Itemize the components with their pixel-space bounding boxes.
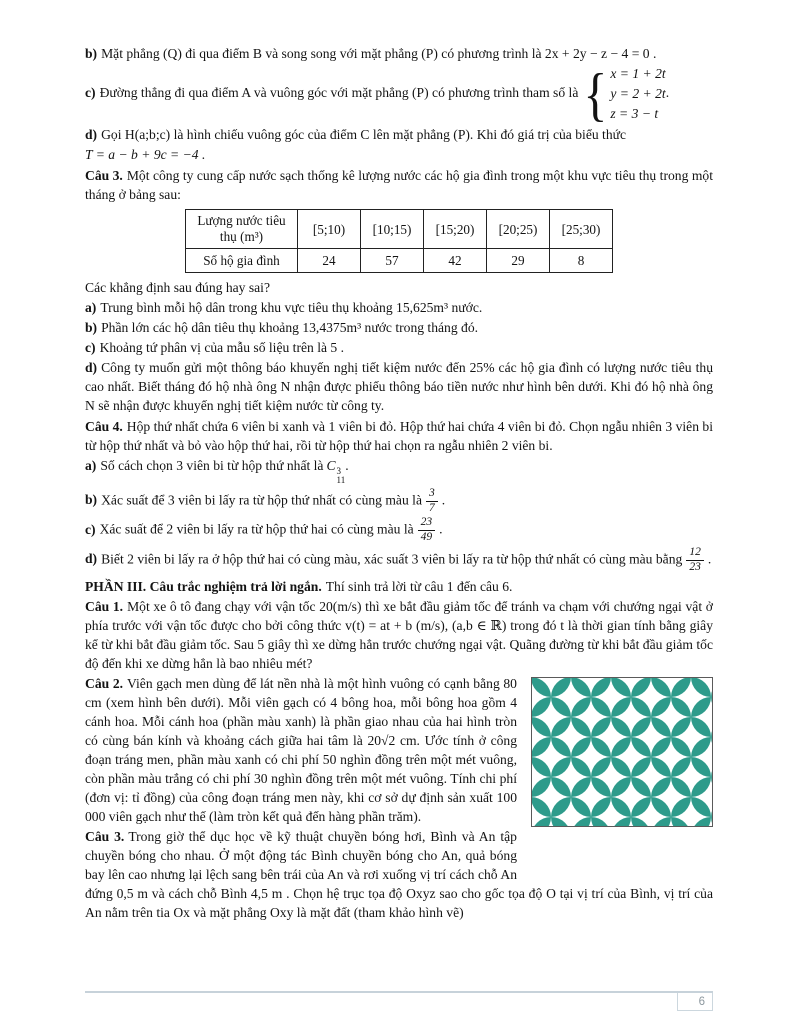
table-cell-interval-4: [20;25) xyxy=(487,210,550,249)
fraction-numerator: 12 xyxy=(686,546,704,561)
statement-d-text: Gọi H(a;b;c) là hình chiếu vuông góc của điểm C lên mặt phẳng (P). Khi đó giá trị của biểu thức xyxy=(101,127,627,142)
water-usage-table xyxy=(185,209,613,273)
table-cell-count-1: 24 xyxy=(298,249,361,273)
table-header-households: Số hộ gia đình xyxy=(186,249,298,273)
question-4-label: Câu 4. xyxy=(85,419,123,434)
fraction-denominator: 49 xyxy=(420,531,433,544)
fraction-23-49 xyxy=(418,516,436,545)
left-brace: { xyxy=(583,60,608,128)
fraction-12-23 xyxy=(686,546,704,575)
question-4-b-label: b) xyxy=(85,492,98,508)
combination-superscript: 3 xyxy=(336,466,342,476)
question-4-d-period: . xyxy=(707,551,712,567)
parametric-equation-system xyxy=(583,60,666,128)
question-4-d-label: d) xyxy=(85,551,98,567)
part3-question-3-label: Câu 3. xyxy=(85,828,125,844)
question-3-b xyxy=(85,318,713,337)
part-3-heading xyxy=(85,577,713,596)
fraction-numerator: 23 xyxy=(418,516,436,531)
part-3-heading-bold: PHẦN III. Câu trắc nghiệm trả lời ngắn. xyxy=(85,578,322,594)
table-cell-interval-5: [25;30) xyxy=(550,210,613,249)
part3-question-1-text: Một xe ô tô đang chạy với vận tốc 20(m/s) thì xe bắt đầu giảm tốc để tránh va chạm với chướng ngại vật ở phía trước với vận tốc được cho bởi công thức v(t) = at + b (m/s), (a,b ∈ ℝ) trong đó t là thời gian tính bằng giây kể từ khi bắt đầu giảm tốc. Sau 5 giây thì xe dừng hẳn trước chướng ngại vật. Quãng đường từ khi bắt đầu giảm tốc độ đến khi xe dừng hẳn là bao nhiêu mét? xyxy=(85,598,713,671)
statement-d xyxy=(85,125,713,144)
formula-T: T = a − b + 9c = −4 . xyxy=(85,147,206,162)
question-3-a xyxy=(85,298,713,317)
table-cell-interval-3: [15;20) xyxy=(424,210,487,249)
table-cell-count-3: 42 xyxy=(424,249,487,273)
statement-c xyxy=(85,60,713,128)
part3-question-2-block xyxy=(85,674,713,922)
part3-question-3 xyxy=(85,827,713,922)
statement-b-text: Mặt phẳng (Q) đi qua điểm B và song song với mặt phẳng (P) có phương trình là 2x + 2y − z − 4 = 0 . xyxy=(101,46,657,61)
statement-c-label: c) xyxy=(85,85,96,101)
fraction-3-7 xyxy=(426,487,438,516)
question-3-d xyxy=(85,358,713,415)
tile-pattern-svg xyxy=(531,677,713,827)
fraction-denominator: 23 xyxy=(689,560,701,573)
question-4-d xyxy=(85,546,713,575)
combination-subscript: 11 xyxy=(336,475,346,486)
part3-question-3-text: Trong giờ thể dục học về kỹ thuật chuyền bóng hơi, Bình và An tập chuyền bóng cho nhau. Ở một động tác Bình chuyền bóng cho An, quả bóng bay lên cao nhưng lại lệch sang bên trái của An và rơi xuống vị trí cách chỗ An đứng 0,5 m và cách chỗ Bình 4,5 m . Chọn hệ trục tọa độ Oxyz sao cho gốc tọa độ O tại vị trí của Bình, vị trí của An nằm trên tia Ox và mặt phẳng Oxy là mặt đất (tham khảo hình vẽ) xyxy=(85,828,713,920)
question-4-text: Hộp thứ nhất chứa 6 viên bi xanh và 1 viên bi đỏ. Hộp thứ hai chứa 4 viên bi đỏ. Chọn ngẫu nhiên 3 viên bi từ hộp thứ nhất và bỏ vào hộp thứ hai, rồi từ hộp thứ hai chọn ra ngẫu nhiên 2 viên bi. xyxy=(85,419,713,453)
equation-stack xyxy=(610,64,665,124)
question-4-c-text: Xác suất để 2 viên bi lấy ra từ hộp thứ hai có cùng màu là xyxy=(99,521,414,537)
statement-d-label: d) xyxy=(85,127,98,142)
question-4-c-period: . xyxy=(439,521,443,537)
question-3-c xyxy=(85,338,713,357)
fraction-numerator: 3 xyxy=(426,487,438,502)
table-cell-count-5: 8 xyxy=(550,249,613,273)
statement-c-period: . xyxy=(665,85,670,101)
table-header-consumption: Lượng nước tiêu thụ (m³) xyxy=(186,210,298,249)
question-4-c-label: c) xyxy=(85,521,96,537)
part3-question-1 xyxy=(85,597,713,673)
question-3-intro xyxy=(85,166,713,204)
question-4-b-text: Xác suất để 3 viên bi lấy ra từ hộp thứ nhất có cùng màu là xyxy=(101,492,422,508)
footer-divider xyxy=(85,991,713,993)
statement-c-text: Đường thẳng đi qua điểm A và vuông góc với mặt phẳng (P) có phương trình tham số là xyxy=(99,85,579,101)
question-3-c-label: c) xyxy=(85,340,96,355)
table-cell-count-4: 29 xyxy=(487,249,550,273)
equation-x: x = 1 + 2t xyxy=(610,66,666,81)
question-3-c-text: Khoảng tứ phân vị của mẫu số liệu trên là 5 . xyxy=(99,340,345,355)
part3-question-1-label: Câu 1. xyxy=(85,598,124,614)
statement-b xyxy=(85,44,713,63)
question-4-b xyxy=(85,487,713,516)
question-3-b-label: b) xyxy=(85,320,98,335)
question-4-b-period: . xyxy=(441,492,446,508)
exam-content xyxy=(85,44,713,923)
question-4-a-text: Số cách chọn 3 viên bi từ hộp thứ nhất là xyxy=(100,458,324,473)
fraction-denominator: 7 xyxy=(428,501,435,514)
question-4-a-period: . xyxy=(345,458,349,473)
tile-fill xyxy=(532,678,712,826)
question-4-c xyxy=(85,516,713,545)
statement-d-formula xyxy=(85,145,713,164)
part3-question-2-label: Câu 2. xyxy=(85,675,124,691)
question-4-d-text: Biết 2 viên bi lấy ra ở hộp thứ hai có cùng màu, xác suất 3 viên bi lấy ra từ hộp thứ nhất có cùng màu bằng xyxy=(101,551,683,567)
table-cell-count-2: 57 xyxy=(361,249,424,273)
statement-b-label: b) xyxy=(85,46,98,61)
table-cell-interval-2: [10;15) xyxy=(361,210,424,249)
page-number: 6 xyxy=(677,993,713,1011)
combination-indices xyxy=(337,467,346,486)
question-3-d-text: Công ty muốn gửi một thông báo khuyến nghị tiết kiệm nước đến 25% các hộ gia đình có lượng nước tiêu thụ cao nhất. Biết tháng đó hộ nhà ông N nhận được phiếu thông báo tiền nước như hình bên dưới. Khi đó hộ nhà ông N sẽ nhận được khuyến nghị tiết kiệm nước từ công ty. xyxy=(85,360,713,413)
table-cell-interval-1: [5;10) xyxy=(298,210,361,249)
question-3-label: Câu 3. xyxy=(85,168,123,183)
table-row-counts xyxy=(186,249,613,273)
combination-symbol: C xyxy=(326,458,336,473)
equation-y: y = 2 + 2t xyxy=(610,86,666,101)
question-3-text: Một công ty cung cấp nước sạch thống kê lượng nước các hộ gia đình trong một khu vực tiêu thụ trong một tháng ở bảng sau: xyxy=(85,168,713,202)
question-4-a xyxy=(85,456,713,486)
question-3-a-text: Trung bình mỗi hộ dân trong khu vực tiêu thụ khoảng 15,625m³ nước. xyxy=(100,300,483,315)
question-4-intro xyxy=(85,417,713,455)
question-3-a-label: a) xyxy=(85,300,97,315)
question-3-prompt: Các khẳng định sau đúng hay sai? xyxy=(85,280,270,295)
part3-question-2-text: Viên gạch men dùng để lát nền nhà là một hình vuông có cạnh bằng 80 cm (xem hình bên dưới). Mỗi viên gạch có 4 bông hoa, mỗi bông hoa gồm 4 cánh hoa. Mỗi cánh hoa (phần màu xanh) là phần giao nhau của hai hình tròn có cùng bán kính và khoảng cách giữa hai tâm là 20√2 cm. Ước tính ở công đoạn tráng men, phần màu xanh có chi phí 50 nghìn đồng trên một mét vuông, còn phần màu trắng có chi phí 30 nghìn đồng trên một mét vuông. Tính chi phí (đơn vị: tỉ đồng) của công đoạn tráng men này, khi cơ sở dự định sản xuất 100 000 viên gạch như thế (làm tròn kết quả đến hàng phần trăm). xyxy=(85,675,517,824)
question-4-a-label: a) xyxy=(85,458,97,473)
tile-pattern-figure xyxy=(531,677,713,827)
question-3-d-label: d) xyxy=(85,360,98,375)
equation-z: z = 3 − t xyxy=(610,106,659,121)
part-3-heading-normal: Thí sinh trả lời từ câu 1 đến câu 6. xyxy=(325,578,513,594)
table-row-intervals xyxy=(186,210,613,249)
question-3-b-text: Phần lớn các hộ dân tiêu thụ khoảng 13,4375m³ nước trong tháng đó. xyxy=(101,320,479,335)
page-footer xyxy=(85,991,713,1011)
